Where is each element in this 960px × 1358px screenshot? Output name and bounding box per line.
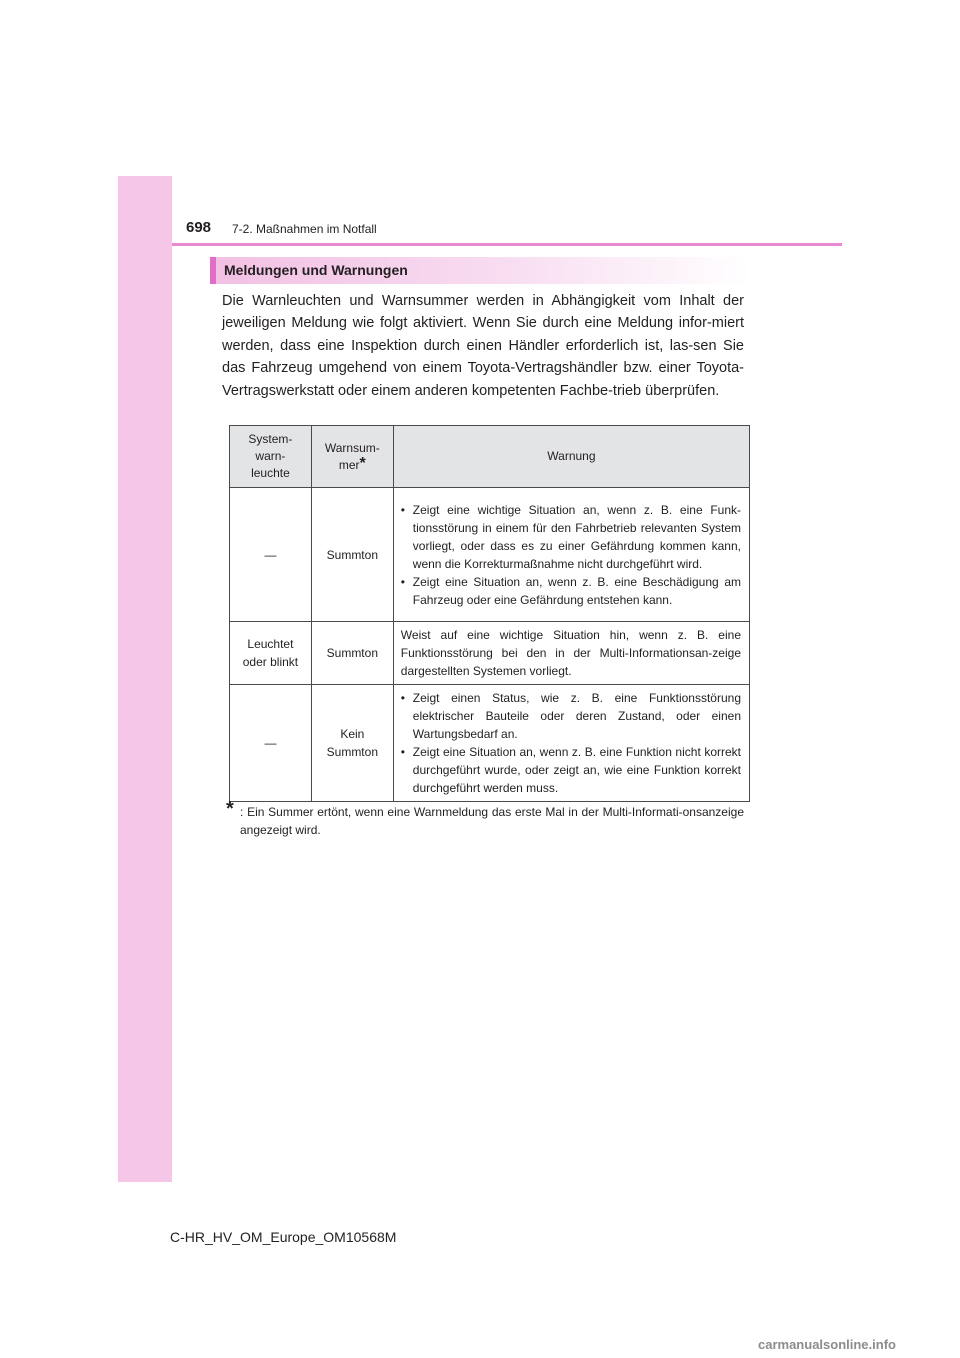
header-warning — [393, 426, 749, 488]
cell-warning — [393, 685, 749, 802]
cell-light — [230, 488, 312, 622]
cell-warning: Weist auf eine wichtige Situation hin, wenn z. B. eine Funktionsstörung bei den in der Multi-Informationsan-zeige dargestellten Systemen vorliegt. — [393, 622, 749, 685]
cell-light — [230, 622, 312, 685]
table-row — [230, 685, 750, 802]
footnote — [226, 798, 744, 839]
cell-warning — [393, 488, 749, 622]
warning-bullet: • Zeigt eine Situation an, wenn z. B. eine Beschädigung am Fahrzeug oder eine Gefährdung entstehen kann. — [401, 573, 741, 609]
dash-mark: — — [264, 736, 277, 750]
cell-buzzer: Summton — [311, 622, 393, 685]
buzzer-text: Kein Summton — [326, 727, 378, 759]
section-heading-accent — [210, 257, 216, 284]
header-system-warning-light — [230, 426, 312, 488]
warning-bullet: • Zeigt eine Situation an, wenn z. B. eine Funktion nicht korrekt durchgeführt wurde, oder zeigt an, wie eine Funktion korrekt durchgeführt werden muss. — [401, 743, 741, 797]
header-col2-text: Warnsum- mer — [324, 440, 380, 472]
footnote-star: * — [226, 798, 234, 820]
breadcrumb: 7-2. Maßnahmen im Notfall — [232, 222, 377, 236]
header-col3-text: Warnung — [547, 449, 596, 463]
header-rule — [172, 243, 842, 246]
table-header-row — [230, 426, 750, 488]
section-heading — [210, 257, 750, 284]
cell-buzzer: Summton — [311, 488, 393, 622]
intro-paragraph: Die Warnleuchten und Warnsummer werden in Abhängigkeit vom Inhalt der jeweiligen Meldung wie folgt aktiviert. Wenn Sie durch eine Meldung infor-miert werden, dass eine Inspektion durch einen Händler erforderlich ist, las-sen Sie das Fahrzeug umgehend von einem Toyota-Vertragshändler bzw. einer Toyota-Vertragswerkstatt oder einem anderen kompetenten Fachbe-trieb überprüfen. — [222, 293, 744, 399]
table-row — [230, 622, 750, 685]
cell-light — [230, 685, 312, 802]
footnote-text: : Ein Summer ertönt, wenn eine Warnmeldung das erste Mal in der Multi-Informati-onsanzeige angezeigt wird. — [240, 805, 744, 837]
watermark: carmanualsonline.info — [758, 1337, 896, 1352]
warning-table — [229, 425, 750, 802]
warning-bullet: • Zeigt einen Status, wie z. B. eine Funktionsstörung elektrischer Bauteile oder deren Zustand, oder einen Wartungsbedarf an. — [401, 689, 741, 743]
chapter-side-bar — [118, 176, 172, 1182]
dash-mark: — — [264, 547, 277, 562]
cell-buzzer — [311, 685, 393, 802]
header-col1-text: System- warn- leuchte — [248, 432, 293, 480]
document-code: C-HR_HV_OM_Europe_OM10568M — [170, 1229, 397, 1245]
warning-bullet: • Zeigt eine wichtige Situation an, wenn z. B. eine Funk-tionsstörung in einem für den Fahrbetrieb relevanten System vorliegt, oder dass es zu einer Gefährdung kommen kann, wenn die Korrekturmaßnahme nicht durchgeführt wird. — [401, 501, 741, 573]
header-footnote-star: * — [359, 454, 366, 472]
table-row — [230, 488, 750, 622]
header-buzzer — [311, 426, 393, 488]
light-text: Leuchtet oder blinkt — [242, 637, 299, 669]
page-number: 698 — [186, 219, 212, 236]
section-heading-text: Meldungen und Warnungen — [224, 262, 408, 278]
